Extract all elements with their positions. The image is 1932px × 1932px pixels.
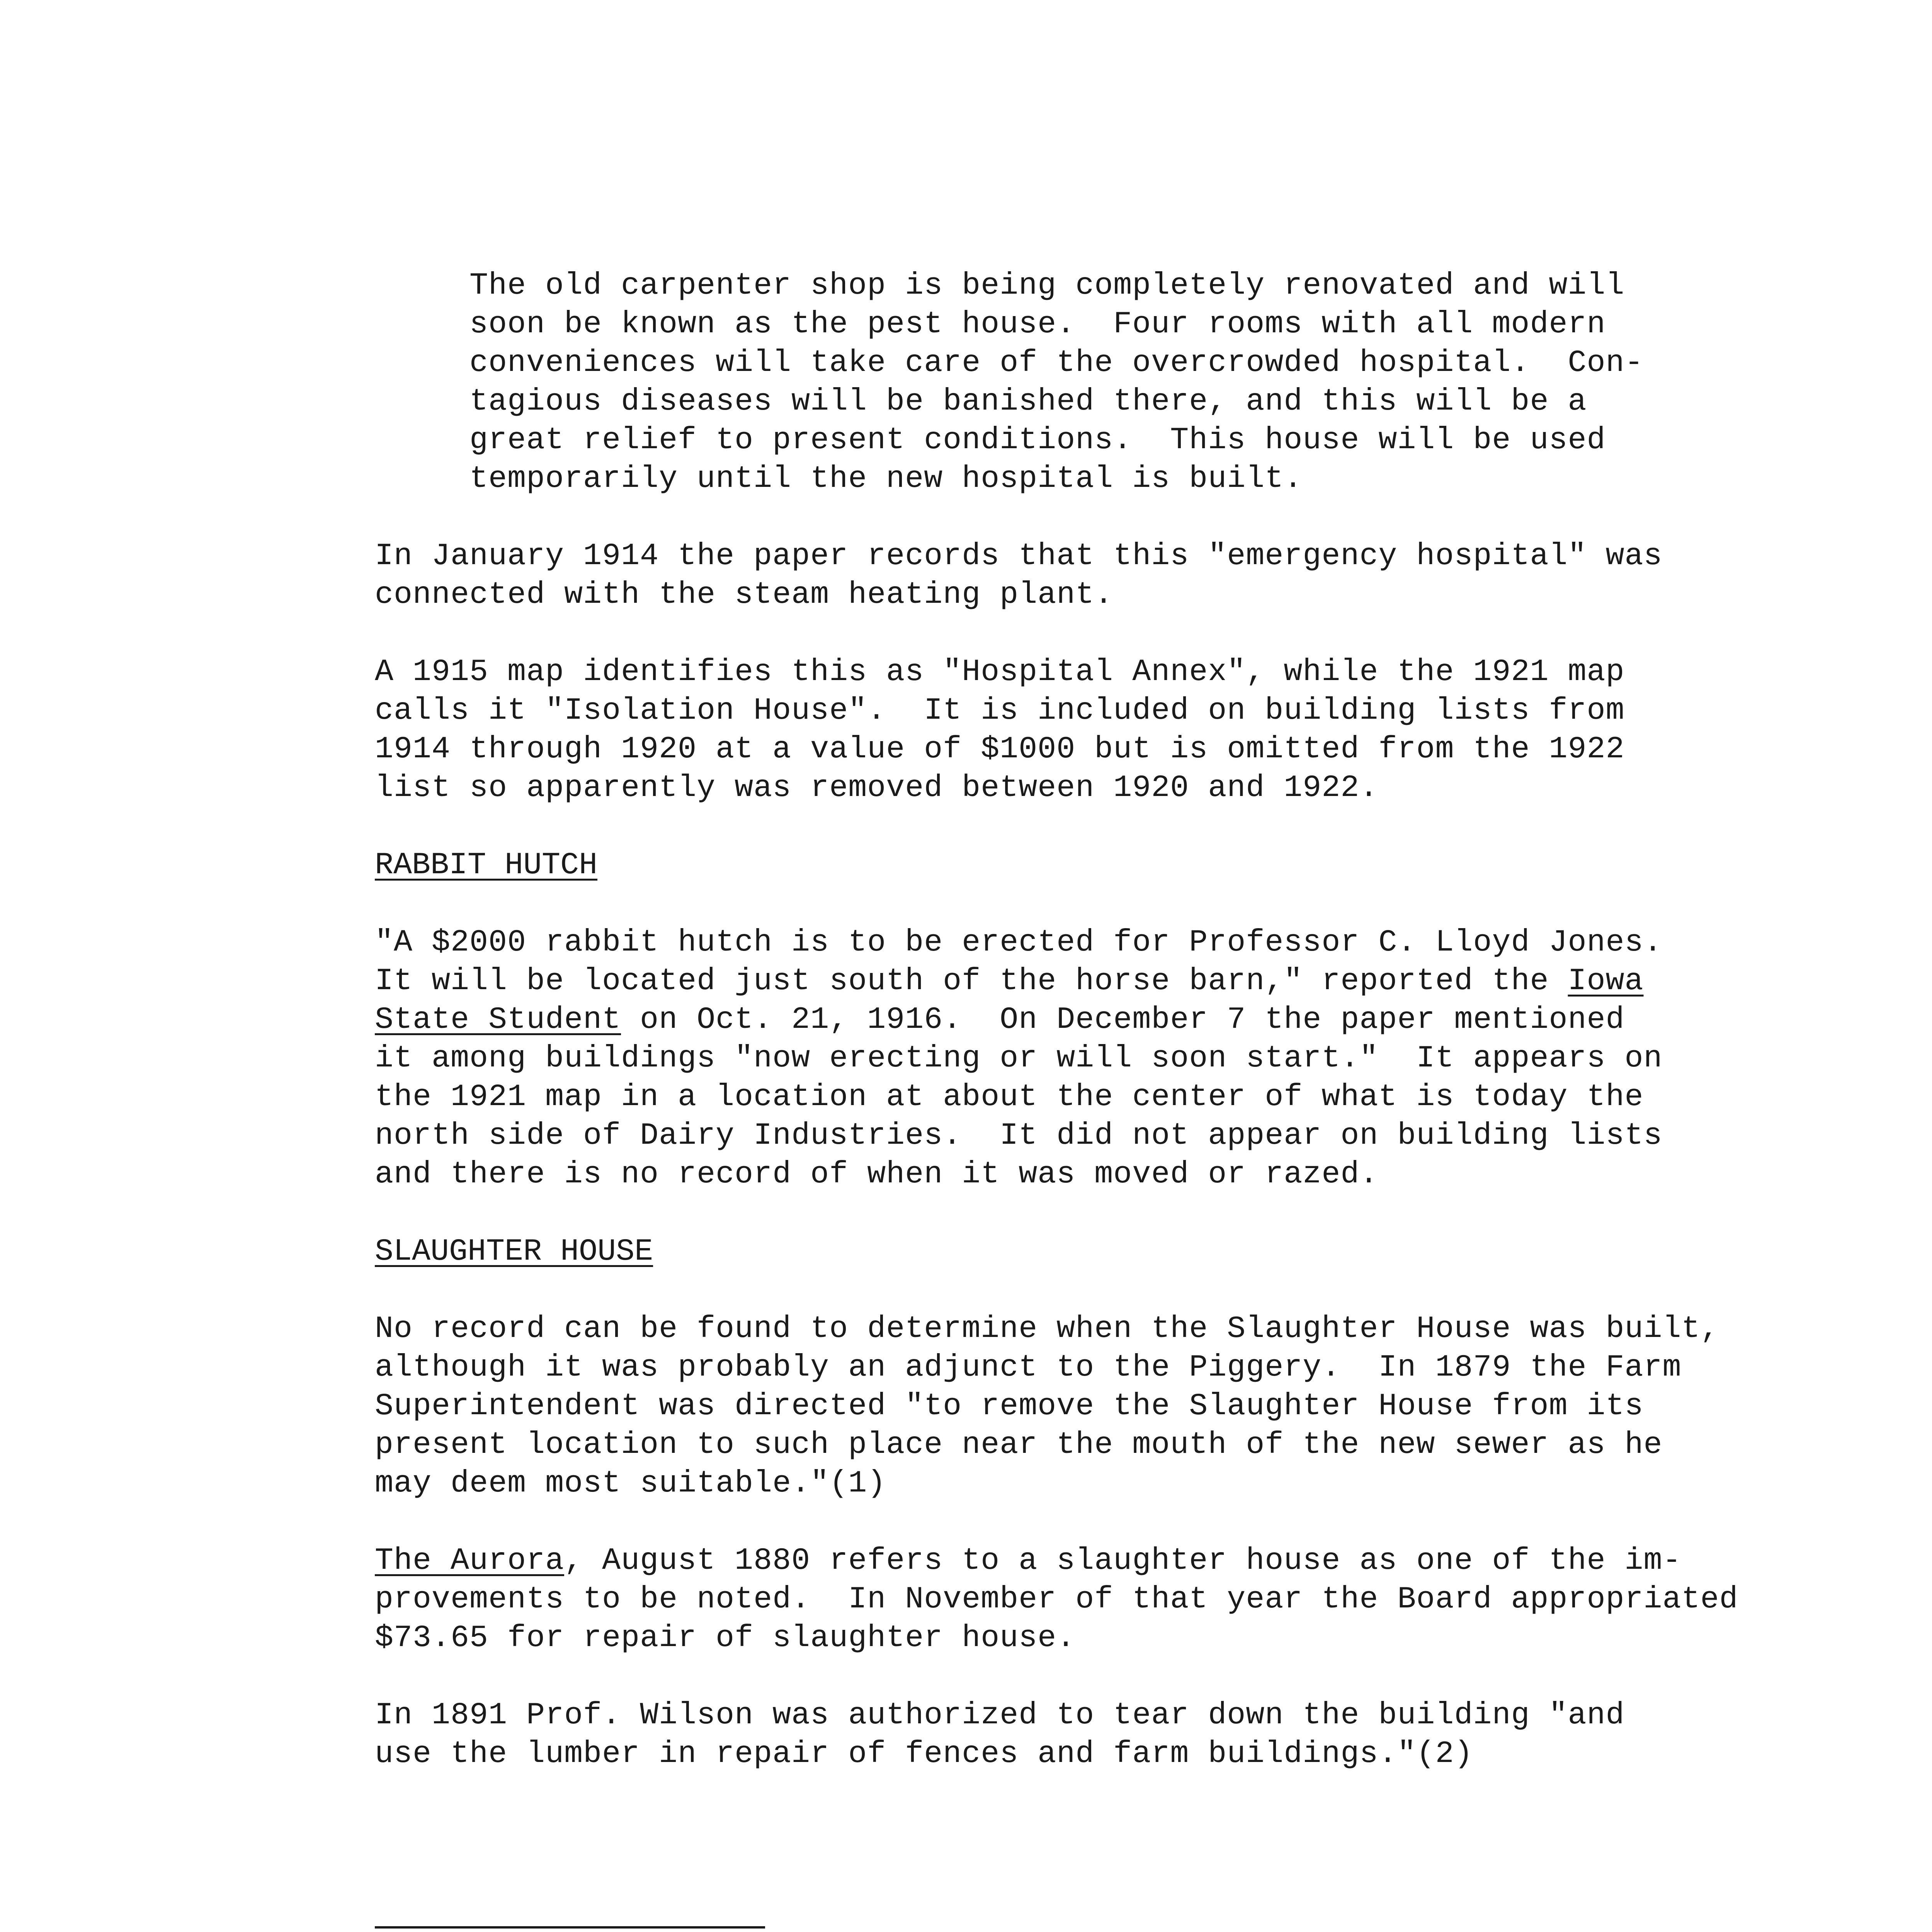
text-line: connected with the steam heating plant. [375, 577, 1114, 612]
text-line: "A $2000 rabbit hutch is to be erected for Professor C. Lloyd Jones. [375, 925, 1663, 960]
text-line: 1914 through 1920 at a value of $1000 but is omitted from the 1922 [375, 732, 1625, 767]
text-line: although it was probably an adjunct to the Piggery. In 1879 the Farm [375, 1350, 1682, 1385]
text-line: the 1921 map in a location at about the center of what is today the [375, 1080, 1644, 1115]
paragraph-1891 [375, 1696, 1804, 1774]
text-line: tagious diseases will be banished there, and this will be a [469, 384, 1587, 419]
footnote-divider [375, 1926, 765, 1929]
section-heading-rabbit-hutch [375, 846, 1804, 885]
text-line: A 1915 map identifies this as "Hospital Annex", while the 1921 map [375, 655, 1625, 690]
publication-title: Iowa [1568, 964, 1644, 999]
heading-text: SLAUGHTER HOUSE [375, 1234, 653, 1269]
paragraph-aurora [375, 1542, 1804, 1658]
text-span: on Oct. 21, 1916. On December 7 the paper mentioned [621, 1002, 1625, 1037]
text-line: present location to such place near the mouth of the new sewer as he [375, 1427, 1663, 1463]
text-line: In January 1914 the paper records that this "emergency hospital" was [375, 539, 1663, 574]
text-line: provements to be noted. In November of that year the Board appropriated [375, 1582, 1738, 1617]
text-line: In 1891 Prof. Wilson was authorized to tear down the building "and [375, 1698, 1625, 1733]
paragraph-rabbit-hutch [375, 923, 1804, 1194]
text-span: , August 1880 refers to a slaughter house as one of the im- [564, 1543, 1682, 1578]
paragraph-1914 [375, 537, 1804, 614]
text-line: use the lumber in repair of fences and farm buildings."(2) [375, 1736, 1473, 1772]
publication-title: The Aurora [375, 1543, 565, 1578]
text-line [375, 962, 1804, 1001]
section-heading-slaughter-house [375, 1233, 1804, 1271]
text-line [375, 1542, 1804, 1580]
text-line [375, 1001, 1804, 1039]
quoted-passage [375, 267, 1804, 498]
text-line: Superintendent was directed "to remove the Slaughter House from its [375, 1389, 1644, 1424]
paragraph-1915-map [375, 653, 1804, 808]
text-line: it among buildings "now erecting or will soon start." It appears on [375, 1041, 1663, 1076]
text-line: and there is no record of when it was moved or razed. [375, 1157, 1379, 1192]
text-line: No record can be found to determine when the Slaughter House was built, [375, 1311, 1719, 1347]
text-line: may deem most suitable."(1) [375, 1466, 886, 1501]
text-line: $73.65 for repair of slaughter house. [375, 1621, 1076, 1656]
paragraph-slaughter-origin [375, 1310, 1804, 1503]
text-line: north side of Dairy Industries. It did not appear on building lists [375, 1118, 1663, 1153]
publication-title: State Student [375, 1002, 621, 1037]
text-line: conveniences will take care of the overcrowded hospital. Con- [469, 345, 1644, 381]
body-text [375, 267, 1804, 1812]
text-line: The old carpenter shop is being completely renovated and will [469, 268, 1625, 303]
text-line: list so apparently was removed between 1920 and 1922. [375, 770, 1379, 806]
heading-text: RABBIT HUTCH [375, 848, 598, 883]
text-span: It will be located just south of the horse barn," reported the [375, 964, 1568, 999]
text-line: great relief to present conditions. This house will be used [469, 423, 1606, 458]
text-line: soon be known as the pest house. Four rooms with all modern [469, 307, 1606, 342]
text-line: temporarily until the new hospital is built. [469, 461, 1303, 497]
text-line: calls it "Isolation House". It is included on building lists from [375, 693, 1625, 728]
